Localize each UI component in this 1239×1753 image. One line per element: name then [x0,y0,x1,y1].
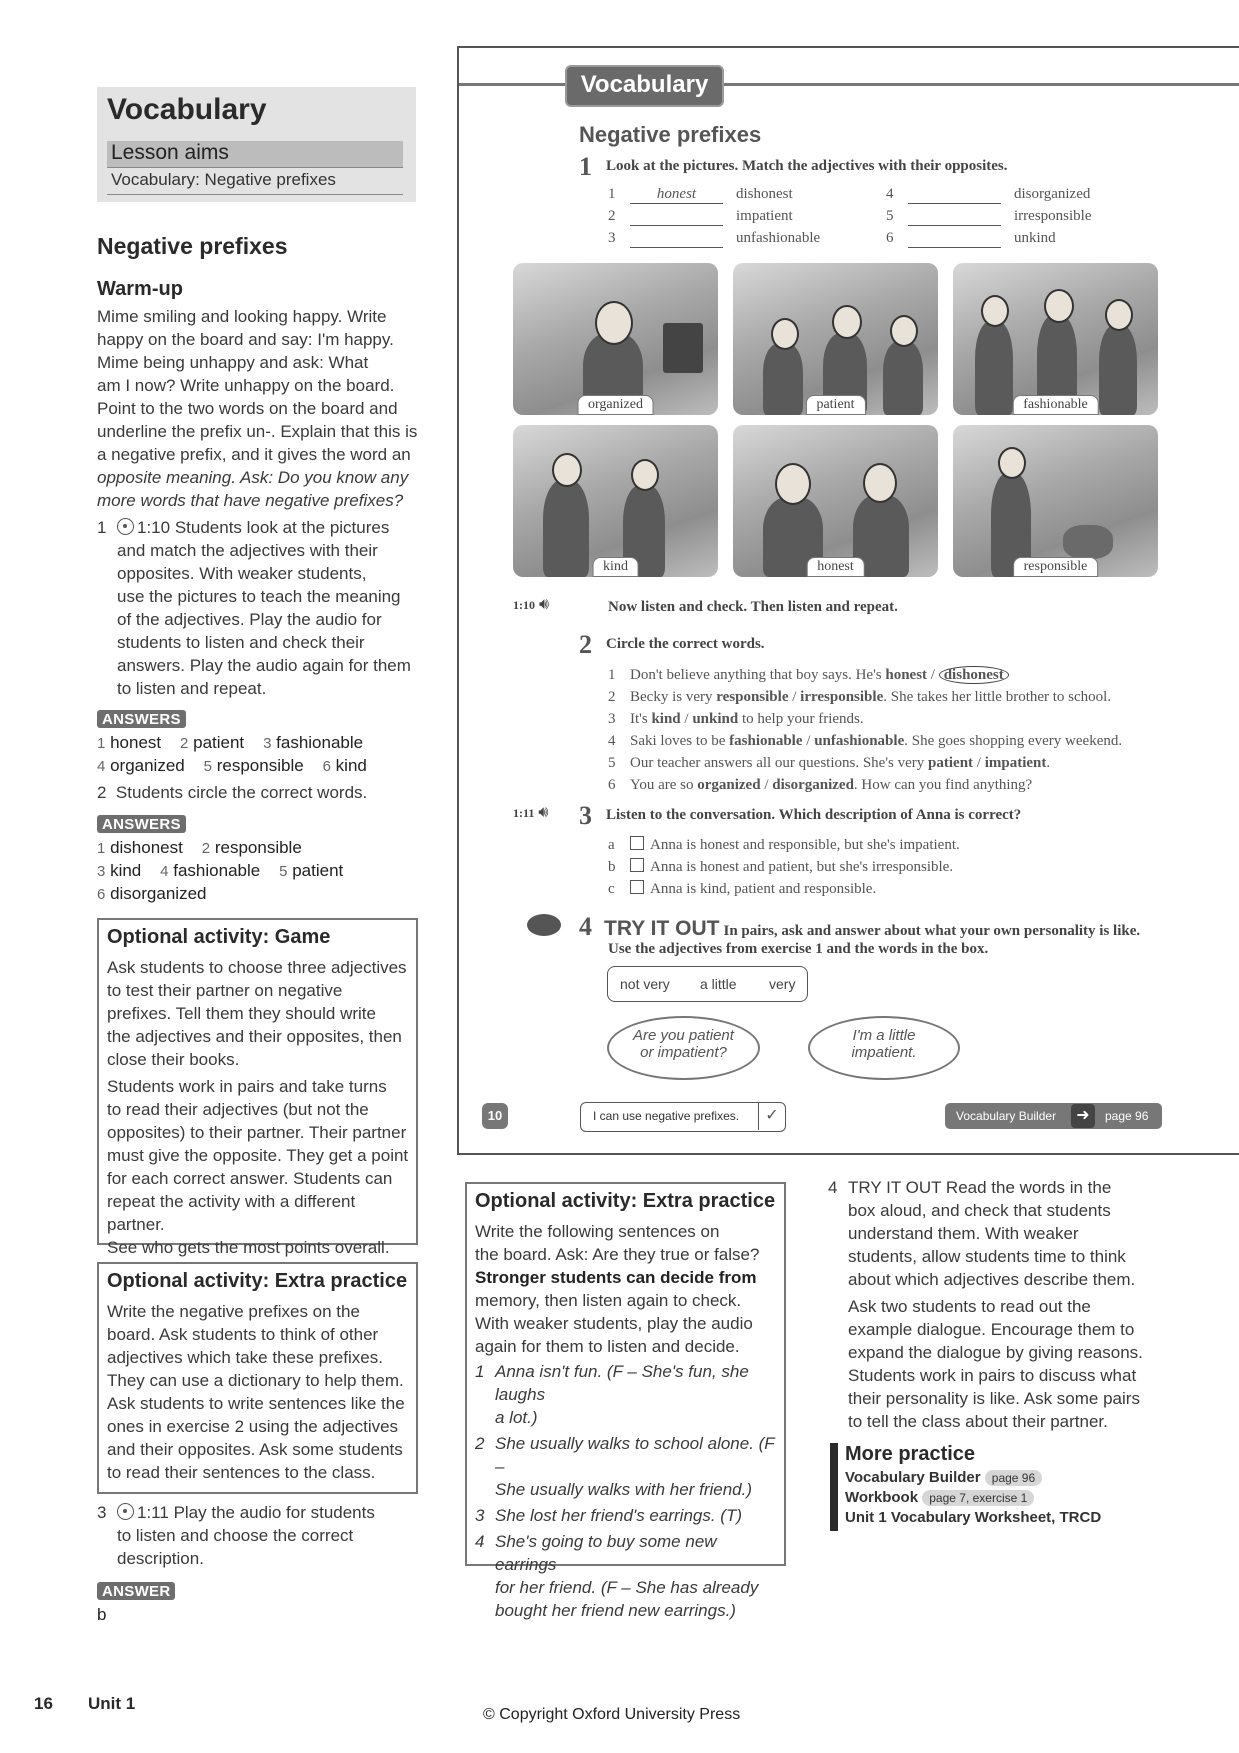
text-line: memory, then listen again to check. [475,1291,742,1310]
exercise-4 [579,912,1159,942]
text-line: She usually walks to school alone. (F – [495,1434,775,1476]
item-number: 3 [608,230,616,246]
item-text: It's [630,711,652,727]
circle-item: 1 Don't believe anything that boy says. He's honest / dishonest [608,664,1168,686]
item-number: 1 [608,667,616,683]
person-figure [1099,325,1137,415]
text-line: again for them to listen and decide. [475,1337,740,1356]
option-row [608,834,960,856]
text-line: box aloud, and check that students [848,1201,1111,1220]
person-head [1044,289,1074,323]
text-line: Point to the two words on the board and [97,399,398,418]
match-word: unfashionable [736,230,821,246]
text-line: ones in exercise 2 using the adjectives [107,1417,399,1436]
answer-value: patient [193,733,245,752]
item-number: 4 [475,1532,485,1551]
speaker-icon: 🔊︎ [538,804,549,821]
item-text: . [1046,755,1051,771]
text-line: Play the audio for students [173,1503,375,1522]
text-line: the adjectives and their opposites, then [107,1027,402,1046]
text-line: underline the prefix un-. Explain that this is [97,422,418,441]
arrow-right-icon: ➜ [1071,1104,1095,1128]
tf-item [475,1432,780,1501]
check-icon: ✓ [758,1102,785,1130]
box-word: not very [620,976,670,992]
audio-cue-1-10 [513,596,549,614]
item-number: 6 [608,777,616,793]
person-head [890,315,918,347]
answer-label: ANSWER [97,1582,175,1600]
student-heading: Negative prefixes [579,122,762,147]
text-line: bought her friend new earrings.) [495,1601,736,1620]
text-line: and match the adjectives with their [117,541,378,560]
answer-blank [908,208,1001,226]
picture-label: fashionable [1012,395,1099,415]
resource-name: Vocabulary Builder [845,1469,981,1486]
more-practice-row [845,1469,1145,1486]
track-number: 1:11 [137,1503,169,1522]
exercise-instruction-2: Use the adjectives from exercise 1 and the words in the box. [608,941,989,957]
answer-value: dishonest [110,838,183,857]
match-list [608,186,1128,252]
person-figure [763,343,803,415]
answer-number: 5 [279,863,288,880]
person-head [552,453,582,487]
text-line: answers. Play the audio again for them [117,656,411,675]
text-line: to read their sentences to the class. [107,1463,376,1482]
tf-list [475,1360,780,1622]
text-line: board. Ask students to think of other [107,1325,379,1344]
step-2 [97,781,367,804]
person-head [981,295,1009,327]
option-a: fashionable [729,733,803,749]
text-line: Anna isn't fun. (F – She's fun, she laughs [495,1362,749,1404]
person-head [775,463,811,505]
vb-page: page 96 [1105,1109,1149,1123]
person-head [631,459,659,491]
match-word: irresponsible [1014,208,1092,224]
speaker-icon: 🔊︎ [539,596,550,613]
item-number: 3 [475,1506,485,1525]
checkbox [630,858,644,872]
text-line: to listen and choose the correct [117,1526,354,1545]
answer-number: 1 [97,735,106,752]
picture-honest [733,425,938,577]
person-head [832,305,862,339]
step-number: 3 [97,1503,107,1522]
item-number: 2 [608,689,616,705]
option-text: Anna is kind, patient and responsible. [650,881,877,897]
circle-item: 5 Our teacher answers all our questions. She's very patient / impatient. [608,752,1168,774]
text-line: am I now? Write unhappy on the board. [97,376,395,395]
answer-number: 1 [97,840,106,857]
text-line: adjectives which take these prefixes. [107,1348,383,1367]
vb-label: Vocabulary Builder [956,1109,1057,1123]
tf-item [475,1360,780,1429]
box-text [107,956,416,1259]
answer-value: fashionable [173,861,261,880]
box-title: Optional activity: Game [107,926,331,948]
circle-items [608,664,1168,796]
answer-number: 5 [203,758,212,775]
more-practice-bar [830,1443,838,1531]
text-line: Ask students to choose three adjectives [107,958,407,977]
picture-label: responsible [1013,557,1099,577]
item-text: to help your friends. [738,711,864,727]
optional-activity-extra-practice-2 [465,1182,786,1620]
vocabulary-builder-link [945,1103,1162,1129]
text-line: students to listen and check their [117,633,365,652]
box-text [475,1220,780,1622]
computer-monitor [663,323,703,373]
option-text: Anna is honest and responsible, but she's impatient. [650,837,960,853]
exercise-instruction: Listen to the conversation. Which description of Anna is correct? [606,807,1022,823]
text-line: With weaker students, play the audio [475,1314,753,1333]
optional-activity-extra-practice [97,1262,418,1494]
word-box [607,966,808,1002]
text-line: of the adjectives. Play the audio for [117,610,382,629]
resource-name: Workbook [845,1489,919,1506]
cd-audio-icon [117,1503,134,1520]
text-line: Ask students to write sentences like the [107,1394,405,1413]
text-line: to test their partner on negative [107,981,343,1000]
text-line: They can use a dictionary to help them. [107,1371,404,1390]
cd-audio-icon [117,518,134,535]
bubble-line: I'm a little [852,1027,916,1044]
can-do-text: I can use negative prefixes. [593,1109,740,1123]
answer-number: 3 [97,863,106,880]
answer-number: 6 [97,886,106,903]
text-line: She's going to buy some new earrings [495,1532,717,1574]
step-number: 4 [828,1178,838,1197]
answer-value: honest [110,733,162,752]
exercise-3 [579,801,1022,831]
picture-label: kind [592,557,639,577]
picture-fashionable [953,263,1158,415]
text-line: Write the negative prefixes on the [107,1302,360,1321]
section-title: Negative prefixes [97,233,288,259]
text-line: a lot.) [495,1408,538,1427]
text-line: example dialogue. Encourage them to [848,1320,1135,1339]
answer-value: kind [110,861,142,880]
text-line: for each correct answer. Students can [107,1169,393,1188]
item-text: . How can you find anything? [853,777,1033,793]
option-b: unfashionable [814,733,905,749]
resource-page: page 7, exercise 1 [922,1490,1034,1506]
warmup-text [97,305,427,512]
picture-label: honest [806,557,865,577]
text-line: understand them. With weaker [848,1224,1079,1243]
option-letter: c [608,881,615,897]
step-number: 2 [97,783,107,802]
answer-blank [908,186,1001,204]
text-line: use the pictures to teach the meaning [117,587,401,606]
exercise-1 [579,152,1008,182]
picture-responsible [953,425,1158,577]
text-line: Write the following sentences on [475,1222,720,1241]
answer-value: kind [335,756,367,775]
match-word: dishonest [736,186,793,202]
text-line: happy on the board and say: I'm happy. [97,330,394,349]
text-line: Students work in pairs and take turns [107,1077,387,1096]
item-number: 1 [608,186,616,202]
box-word: very [769,976,796,992]
text-line: Students look at the pictures [174,518,390,537]
option-a: honest [885,667,928,683]
optional-activity-game [97,918,418,1257]
person-head [863,463,897,503]
text-line: to read their adjectives (but not the [107,1100,369,1119]
audio-instruction: Now listen and check. Then listen and repeat. [608,599,898,615]
person-figure [543,480,589,577]
bubble-line: or impatient? [640,1044,727,1061]
step-number: 1 [97,518,107,537]
person-figure [883,341,923,415]
picture-label: patient [805,395,865,415]
answer-value: disorganized [110,884,207,903]
item-number: 2 [475,1434,485,1453]
option-b: impatient [984,755,1047,771]
option-b: irresponsible [800,689,884,705]
text-line: students, allow students time to think [848,1247,1126,1266]
box-word: a little [700,976,737,992]
answers-row [97,756,367,776]
divider [107,194,403,195]
answer-blank [630,230,723,248]
exercise-number: 2 [579,630,592,659]
person-head [998,447,1026,479]
answers-row [97,884,206,904]
track-number: 1:10 [137,518,171,537]
person-head [1105,299,1133,331]
item-number: 3 [608,711,616,727]
box-title: Optional activity: Extra practice [107,1270,408,1292]
text-line: Stronger students can decide from [475,1268,757,1287]
item-number: 6 [886,230,894,246]
person-figure [975,321,1013,415]
text-line: description. [117,1549,204,1568]
option-a: organized [697,777,761,793]
can-do-box [580,1102,786,1132]
picture-patient [733,263,938,415]
exercise-instruction: Circle the correct words. [606,636,765,652]
lesson-header-box [97,87,416,202]
checkbox [630,836,644,850]
text-line: to tell the class about their partner. [848,1412,1108,1431]
track-number: 1:10 [513,598,535,612]
item-number: 2 [608,208,616,224]
checkbox [630,880,644,894]
answer-blank [630,208,723,226]
circle-item: 2 Becky is very responsible / irresponsible. She takes her little brother to school. [608,686,1168,708]
answer-value: responsible [214,838,302,857]
exercise-number: 3 [579,801,592,830]
text-line: about which adjectives describe them. [848,1270,1136,1289]
option-letter: a [608,837,615,853]
item-number: 4 [608,733,616,749]
text-line: the board. Ask: Are they true or false? [475,1245,760,1264]
answer-value: b [97,1605,107,1624]
option-b: disorganized [772,777,854,793]
text-line: opposites. With weaker students, [117,564,367,583]
try-it-out-title: TRY IT OUT [604,917,720,940]
text-line: a negative prefix, and it gives the word an [97,445,411,464]
answer-value: patient [292,861,344,880]
item-number: 5 [886,208,894,224]
option-a: kind [651,711,681,727]
text-line: to listen and repeat. [117,679,267,698]
text-line: She lost her friend's earrings. (T) [495,1506,743,1525]
picture-label: organized [577,395,654,415]
option-b-circled: dishonest [939,666,1009,684]
option-letter: b [608,859,616,875]
dog-figure [1063,525,1113,559]
tf-item [475,1504,780,1527]
circle-item: 6 You are so organized / disorganized. How can you find anything? [608,774,1168,796]
resource-name: Unit 1 Vocabulary Worksheet, TRCD [845,1509,1102,1526]
text-line: TRY IT OUT Read the words in the [848,1178,1112,1197]
more-practice-box [845,1443,1145,1526]
option-a: patient [928,755,974,771]
answers-row [97,733,363,753]
track-number: 1:11 [513,806,535,820]
step-1 [97,516,427,700]
text-line: Students work in pairs to discuss what [848,1366,1137,1385]
match-word: disorganized [1014,186,1091,202]
speech-bubble-icon [527,914,561,936]
text-line: opposites) to their partner. Their partner [107,1123,407,1142]
exercise-number: 4 [579,912,592,941]
item-number: 5 [608,755,616,771]
option-text: Anna is honest and patient, but she's irresponsible. [650,859,954,875]
text-line: Ask two students to read out the [848,1297,1091,1316]
page-title: Vocabulary [107,93,267,126]
bubble-line: impatient. [851,1044,917,1061]
step-text: Students circle the correct words. [115,783,368,802]
circle-item: 3 It's kind / unkind to help your friends. [608,708,1168,730]
picture-kind [513,425,718,577]
tab-label: Vocabulary [580,71,709,98]
answer-badge [97,1583,175,1601]
text-line: opposite meaning. Ask: Do you know any [97,468,409,487]
option-a: responsible [716,689,789,705]
text-line: for her friend. (F – She has already [495,1578,759,1597]
item-number: 4 [886,186,894,202]
text-line: close their books. [107,1050,240,1069]
speech-bubble-question [607,1016,760,1080]
answer-number: 2 [201,840,211,857]
page-number: 16 [34,1694,53,1713]
text-line: See who gets the most points overall. [107,1238,390,1257]
warmup-title: Warm-up [97,278,183,300]
answer-number: 4 [160,863,169,880]
student-book-tab [565,65,724,107]
option-b: unkind [692,711,739,727]
audio-cue-1-11 [513,804,548,822]
circle-item: 4 Saki loves to be fashionable / unfashionable. She goes shopping every weekend. [608,730,1168,752]
lesson-aims-bar [107,141,403,168]
item-number: 1 [475,1362,485,1381]
box-title: Optional activity: Extra practice [475,1190,776,1212]
resource-page: page 96 [985,1470,1042,1486]
picture-organized [513,263,718,415]
item-text: . She goes shopping every weekend. [904,733,1123,749]
item-text: You are so [630,777,698,793]
exercise-instruction: In pairs, ask and answer about what your own personality is like. [723,923,1141,939]
description-options [608,834,960,900]
answers-badge [97,816,186,834]
answer-value: organized [110,756,185,775]
exercise-2 [579,630,765,660]
bubble-line: Are you patient [633,1027,734,1044]
answers-label: ANSWERS [97,710,186,728]
match-word: unkind [1014,230,1056,246]
answer-blank [908,230,1001,248]
item-text: Becky is very [630,689,717,705]
text-line: more words that have negative prefixes? [97,491,404,510]
answers-row [97,861,343,881]
box-text [107,1300,405,1484]
more-practice-title: More practice [845,1443,976,1465]
more-practice-row [845,1489,1145,1506]
answer-number: 4 [97,758,106,775]
answers-badge [97,711,186,729]
answer-blank: honest [630,186,723,204]
step-3 [97,1501,427,1570]
exercise-instruction: Look at the pictures. Match the adjectives with their opposites. [606,158,1008,174]
answer-value: responsible [216,756,304,775]
answer-value: fashionable [276,733,364,752]
text-line: and their opposites. Ask some students [107,1440,403,1459]
text-line: Mime being unhappy and ask: What [97,353,369,372]
exercise-number: 1 [579,152,592,181]
answers-row [97,838,302,858]
person-head [595,301,633,345]
option-row [608,856,960,878]
text-line: must give the opposite. They get a point [107,1146,409,1165]
text-line: She usually walks with her friend.) [495,1480,753,1499]
lesson-aims-label: Lesson aims [111,141,229,164]
text-line: Mime smiling and looking happy. Write [97,307,387,326]
text-line: expand the dialogue by giving reasons. [848,1343,1143,1362]
tf-item [475,1530,780,1622]
step-4 [828,1176,1158,1433]
answer-number: 3 [263,735,272,752]
text-line: repeat the activity with a different partner. [107,1192,356,1234]
item-text: . She takes her little brother to school. [883,689,1112,705]
item-text: Our teacher answers all our questions. She's very [630,755,929,771]
unit-label: Unit 1 [88,1694,136,1713]
text-line: prefixes. Tell them they should write [107,1004,376,1023]
answer-number: 6 [322,758,331,775]
copyright-notice: © Copyright Oxford University Press [483,1706,741,1723]
item-text: Saki loves to be [630,733,730,749]
student-page-number: 10 [482,1103,508,1129]
lesson-aims-text: Vocabulary: Negative prefixes [111,170,336,189]
answers-label: ANSWERS [97,815,186,833]
person-head [771,318,799,350]
text-line: their personality is like. Ask some pairs [848,1389,1140,1408]
item-text: Don't believe anything that boy says. He's [630,667,886,683]
answer-number: 2 [180,735,189,752]
option-row [608,878,960,900]
match-word: impatient [736,208,793,224]
speech-bubble-answer [808,1016,960,1080]
